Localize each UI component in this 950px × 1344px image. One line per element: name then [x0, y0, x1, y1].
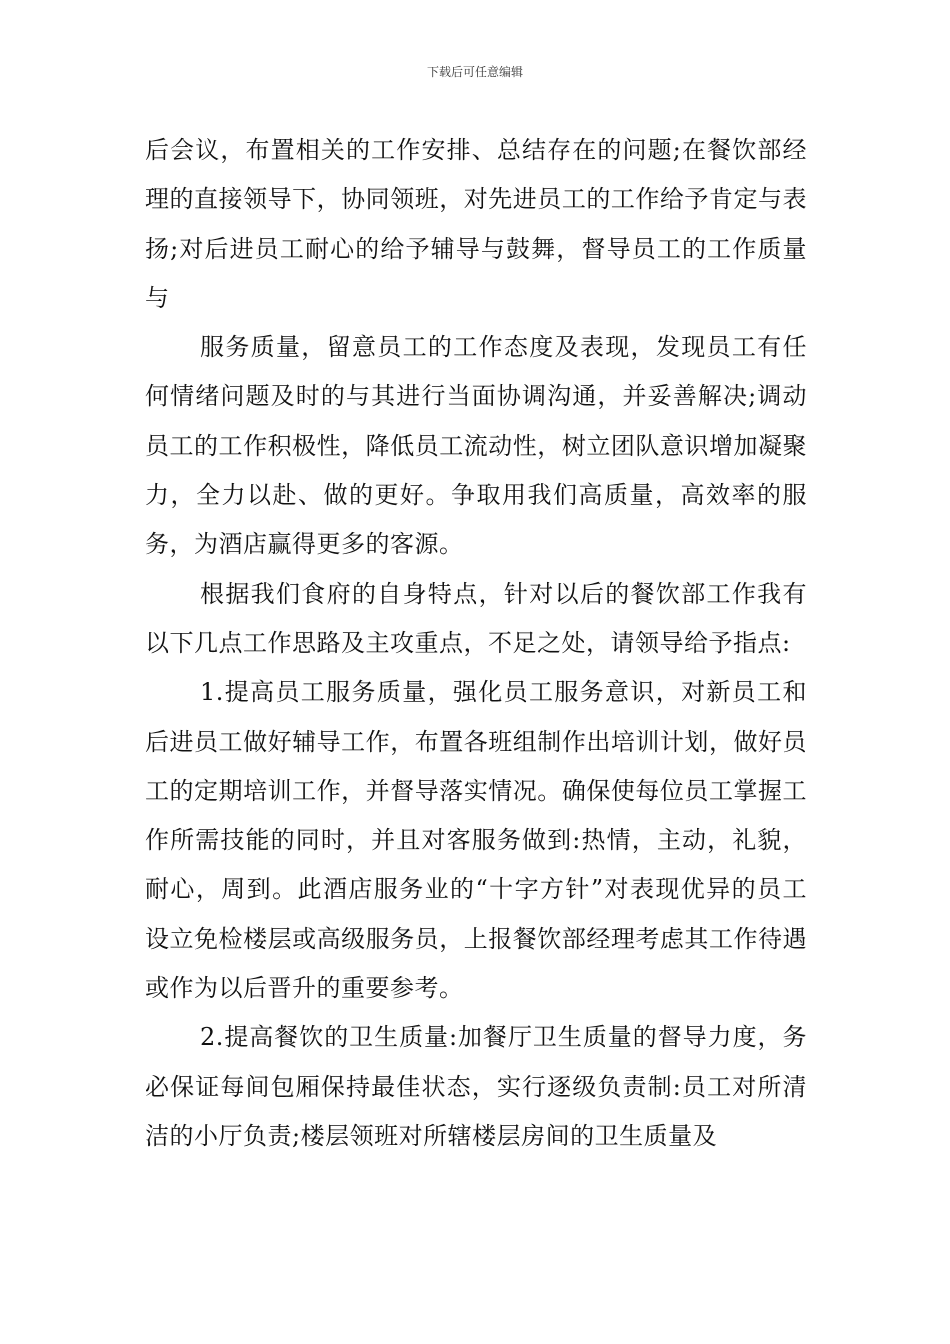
paragraph-2: 服务质量，留意员工的工作态度及表现，发现员工有任何情绪问题及时的与其进行当面协调沟通，并妥善解决;调动员工的工作积极性，降低员工流动性，树立团队意识增加凝聚力，全力以赴、做的更好。争取用我们高质量，高效率的服务，为酒店赢得更多的客源。 [145, 333, 807, 559]
page-header: 下载后可任意编辑 [426, 65, 523, 79]
paragraph-4: 1.提高员工服务质量，强化员工服务意识，对新员工和后进员工做好辅导工作，布置各班组制作出培训计划，做好员工的定期培训工作，并督导落实情况。确保使每位员工掌握工作所需技能的同时，并且对客服务做到:热情，主动，礼貌，耐心，周到。此酒店服务业的“十字方针”对表现优异的员工设立免检楼层或高级服务员，上报餐饮部经理考虑其工作待遇或作为以后晋升的重要参考。 [145, 678, 807, 1003]
paragraph-3: 根据我们食府的自身特点，针对以后的餐饮部工作我有以下几点工作思路及主攻重点，不足之处，请领导给予指点: [145, 579, 807, 657]
paragraph-5: 2.提高餐饮的卫生质量:加餐厅卫生质量的督导力度，务必保证每间包厢保持最佳状态，实行逐级负责制:员工对所清洁的小厅负责;楼层领班对所辖楼层房间的卫生质量及 [145, 1023, 807, 1150]
paragraph-1: 后会议，布置相关的工作安排、总结存在的问题;在餐饮部经理的直接领导下，协同领班，对先进员工的工作给予肯定与表扬;对后进员工耐心的给予辅导与鼓舞，督导员工的工作质量与 [145, 136, 807, 312]
document-body [145, 126, 807, 1161]
